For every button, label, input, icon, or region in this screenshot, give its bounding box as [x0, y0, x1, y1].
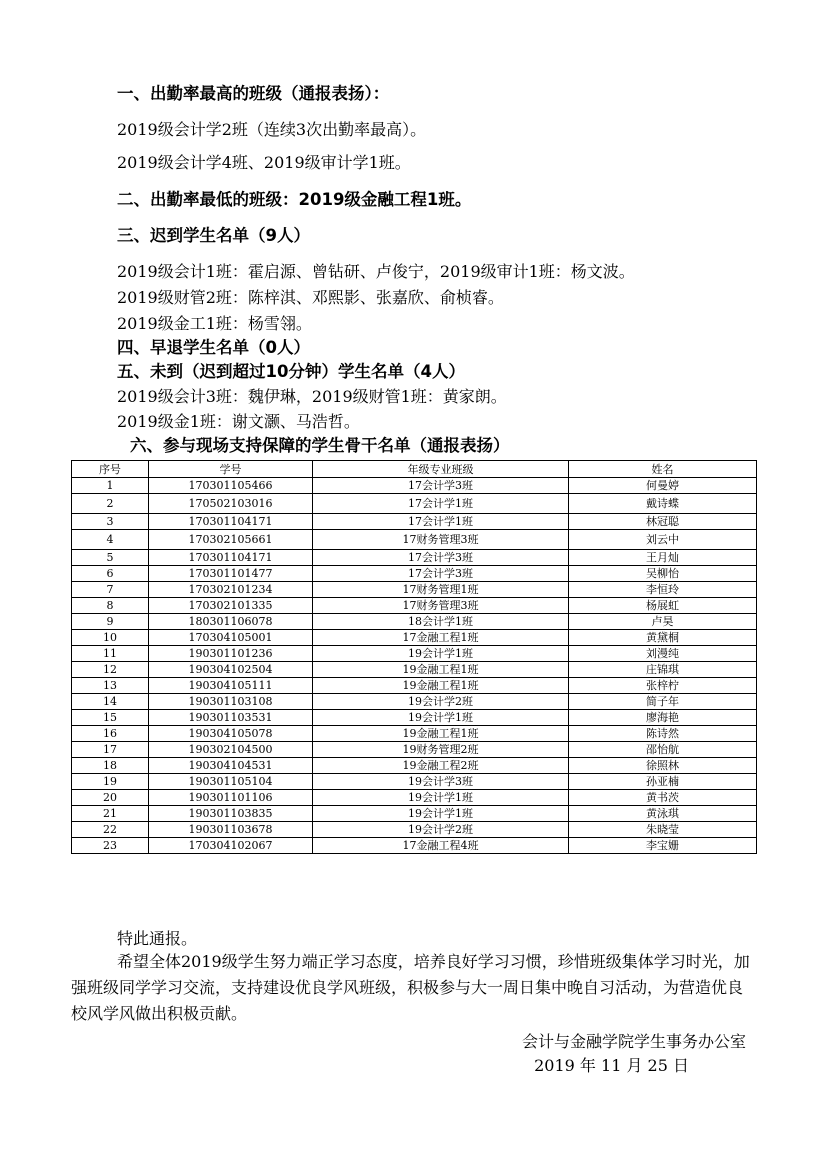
- cell-class: 19金融工程2班: [313, 758, 569, 774]
- cell-student-id: 190301103835: [149, 806, 313, 822]
- table-row: [72, 806, 757, 822]
- cell-index: 3: [72, 514, 149, 530]
- cell-student-id: 190304105078: [149, 726, 313, 742]
- table-row: [72, 774, 757, 790]
- notice-text: 特此通报。: [117, 929, 198, 948]
- cell-index: 11: [72, 646, 149, 662]
- cell-class: 17会计学3班: [313, 550, 569, 566]
- table-row: [72, 790, 757, 806]
- cell-name: 李宝姗: [569, 838, 757, 854]
- cell-class: 19会计学1班: [313, 790, 569, 806]
- cell-index: 14: [72, 694, 149, 710]
- cell-class: 19会计学1班: [313, 806, 569, 822]
- cell-index: 4: [72, 530, 149, 550]
- table-row: [72, 838, 757, 854]
- cell-name: 黄泳琪: [569, 806, 757, 822]
- cell-student-id: 190304104531: [149, 758, 313, 774]
- cell-name: 黄黛桐: [569, 630, 757, 646]
- cell-index: 20: [72, 790, 149, 806]
- section-3-title: 三、迟到学生名单（9人）: [117, 226, 310, 245]
- table-row: [72, 494, 757, 514]
- cell-class: 17会计学1班: [313, 514, 569, 530]
- table-row: [72, 758, 757, 774]
- header-class: 年级专业班级: [313, 461, 569, 478]
- cell-student-id: 190301103678: [149, 822, 313, 838]
- cell-student-id: 170302101234: [149, 582, 313, 598]
- cell-student-id: 170502103016: [149, 494, 313, 514]
- cell-student-id: 170301101477: [149, 566, 313, 582]
- cell-name: 陈诗然: [569, 726, 757, 742]
- section-4-title: 四、早退学生名单（0人）: [117, 338, 310, 357]
- cell-index: 17: [72, 742, 149, 758]
- cell-student-id: 190301105104: [149, 774, 313, 790]
- cell-class: 17金融工程4班: [313, 838, 569, 854]
- cell-name: 徐照林: [569, 758, 757, 774]
- cell-student-id: 170301104171: [149, 550, 313, 566]
- cell-index: 23: [72, 838, 149, 854]
- office-signature: 会计与金融学院学生事务办公室: [521, 1032, 746, 1051]
- cell-index: 1: [72, 478, 149, 494]
- cell-index: 12: [72, 662, 149, 678]
- cell-name: 林冠聪: [569, 514, 757, 530]
- cell-student-id: 190304102504: [149, 662, 313, 678]
- cell-name: 廖海艳: [569, 710, 757, 726]
- cell-name: 卢昊: [569, 614, 757, 630]
- cell-name: 刘云中: [569, 530, 757, 550]
- table-row: [72, 646, 757, 662]
- cell-class: 18会计学1班: [313, 614, 569, 630]
- cell-student-id: 190301101236: [149, 646, 313, 662]
- cell-class: 19金融工程1班: [313, 726, 569, 742]
- cell-class: 17会计学3班: [313, 566, 569, 582]
- table-row: [72, 530, 757, 550]
- cell-class: 17财务管理3班: [313, 598, 569, 614]
- header-name: 姓名: [569, 461, 757, 478]
- table-body: [72, 478, 757, 854]
- cell-student-id: 170304105001: [149, 630, 313, 646]
- cell-name: 简子年: [569, 694, 757, 710]
- table-row: [72, 566, 757, 582]
- cell-student-id: 190302104500: [149, 742, 313, 758]
- cell-name: 邵怡航: [569, 742, 757, 758]
- cell-index: 18: [72, 758, 149, 774]
- section-5-line-1: 2019级会计3班：魏伊琳，2019级财管1班：黄家朗。: [117, 387, 507, 406]
- cell-index: 5: [72, 550, 149, 566]
- cell-index: 19: [72, 774, 149, 790]
- cell-class: 19会计学1班: [313, 646, 569, 662]
- cell-class: 19会计学2班: [313, 694, 569, 710]
- cell-index: 21: [72, 806, 149, 822]
- table-row: [72, 478, 757, 494]
- cell-index: 16: [72, 726, 149, 742]
- section-5-title: 五、未到（迟到超过10分钟）学生名单（4人）: [117, 362, 465, 381]
- closing-paragraph: 希望全体2019级学生努力端正学习态度，培养良好学习习惯，珍惜班级集体学习时光，加强班级同学学习交流，支持建设优良学风班级，积极参与大一周日集中晚自习活动，为营造优良校风学风做出积极贡献。: [71, 952, 750, 1023]
- cell-index: 13: [72, 678, 149, 694]
- cell-name: 王月灿: [569, 550, 757, 566]
- cell-class: 17金融工程1班: [313, 630, 569, 646]
- cell-index: 7: [72, 582, 149, 598]
- cell-index: 6: [72, 566, 149, 582]
- cell-index: 2: [72, 494, 149, 514]
- cell-class: 19会计学2班: [313, 822, 569, 838]
- section-6-title: 六、参与现场支持保障的学生骨干名单（通报表扬）: [130, 436, 510, 455]
- cell-student-id: 170304102067: [149, 838, 313, 854]
- cell-student-id: 170301104171: [149, 514, 313, 530]
- header-student-id: 学号: [149, 461, 313, 478]
- table-row: [72, 726, 757, 742]
- cell-class: 17会计学3班: [313, 478, 569, 494]
- table-row: [72, 694, 757, 710]
- cell-student-id: 170301105466: [149, 478, 313, 494]
- section-3-line-3: 2019级金工1班：杨雪翎。: [117, 314, 312, 333]
- cell-class: 19金融工程1班: [313, 662, 569, 678]
- cell-class: 17会计学1班: [313, 494, 569, 514]
- cell-student-id: 190301103108: [149, 694, 313, 710]
- cell-class: 17财务管理1班: [313, 582, 569, 598]
- cell-name: 刘漫纯: [569, 646, 757, 662]
- table-row: [72, 822, 757, 838]
- table-row: [72, 598, 757, 614]
- cell-index: 8: [72, 598, 149, 614]
- cell-student-id: 190301101106: [149, 790, 313, 806]
- table-row: [72, 662, 757, 678]
- section-3-line-2: 2019级财管2班：陈梓淇、邓熙影、张嘉欣、俞桢睿。: [117, 288, 504, 307]
- cell-name: 吴柳怡: [569, 566, 757, 582]
- section-1-title: 一、出勤率最高的班级（通报表扬）：: [117, 84, 390, 103]
- table-row: [72, 514, 757, 530]
- section-1-line-1: 2019级会计学2班（连续3次出勤率最高）。: [117, 120, 427, 139]
- section-1-line-2: 2019级会计学4班、2019级审计学1班。: [117, 153, 411, 172]
- table-row: [72, 630, 757, 646]
- cell-name: 戴诗蝶: [569, 494, 757, 514]
- cell-name: 何曼婷: [569, 478, 757, 494]
- cell-name: 黄书茨: [569, 790, 757, 806]
- cell-student-id: 170302105661: [149, 530, 313, 550]
- header-index: 序号: [72, 461, 149, 478]
- cell-class: 17财务管理3班: [313, 530, 569, 550]
- cell-name: 朱晓莹: [569, 822, 757, 838]
- cell-student-id: 190304105111: [149, 678, 313, 694]
- section-5-line-2: 2019级金1班：谢文灏、马浩哲。: [117, 412, 360, 431]
- cell-name: 李恒玲: [569, 582, 757, 598]
- cell-index: 22: [72, 822, 149, 838]
- issue-date: 2019 年 11 月 25 日: [534, 1056, 689, 1075]
- table-row: [72, 742, 757, 758]
- cell-class: 19金融工程1班: [313, 678, 569, 694]
- cell-student-id: 190301103531: [149, 710, 313, 726]
- table-row: [72, 614, 757, 630]
- cell-index: 9: [72, 614, 149, 630]
- cell-name: 杨展虹: [569, 598, 757, 614]
- section-2-title: 二、出勤率最低的班级：2019级金融工程1班。: [117, 190, 472, 209]
- student-cadre-table: [71, 460, 757, 854]
- section-3-line-1: 2019级会计1班：霍启源、曾钻研、卢俊宁，2019级审计1班：杨文波。: [117, 262, 635, 281]
- cell-class: 19财务管理2班: [313, 742, 569, 758]
- table-header-row: [72, 461, 757, 478]
- cell-student-id: 170302101335: [149, 598, 313, 614]
- cell-name: 孙亚楠: [569, 774, 757, 790]
- table-row: [72, 550, 757, 566]
- cell-class: 19会计学1班: [313, 710, 569, 726]
- table-row: [72, 678, 757, 694]
- cell-class: 19会计学3班: [313, 774, 569, 790]
- cell-name: 庄锦琪: [569, 662, 757, 678]
- cell-index: 15: [72, 710, 149, 726]
- table-row: [72, 582, 757, 598]
- cell-student-id: 180301106078: [149, 614, 313, 630]
- cell-name: 张梓柠: [569, 678, 757, 694]
- cell-index: 10: [72, 630, 149, 646]
- table-row: [72, 710, 757, 726]
